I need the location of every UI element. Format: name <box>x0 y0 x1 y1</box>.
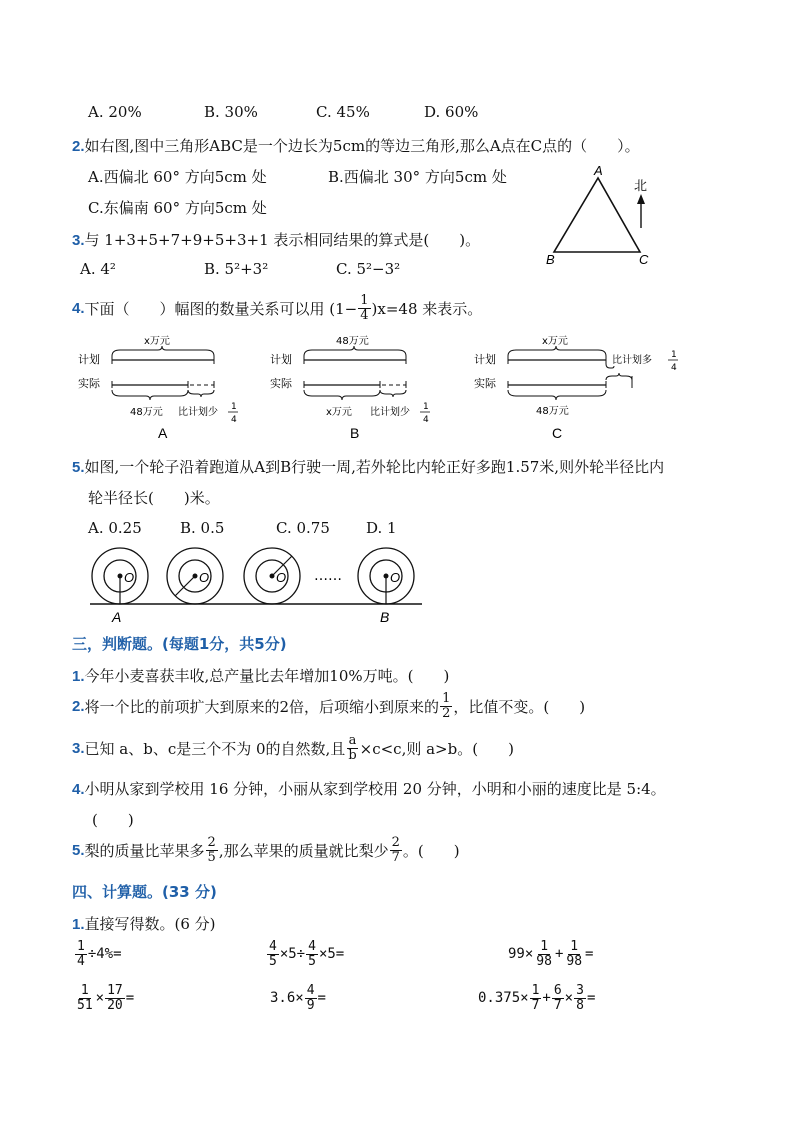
section-3-title: 三，判断题。(每题1分，共5分) <box>72 635 287 653</box>
diagram-a <box>74 330 254 445</box>
bottom-label: 48万元 <box>130 407 163 418</box>
q3-option-a: A. 4² <box>80 260 116 278</box>
q2-option-b: B.西偏北 30° 方向5cm 处 <box>328 168 507 186</box>
calc-1-1: $\frac{1}{4}$ ÷4%= <box>77 939 122 969</box>
svg-text:1: 1 <box>671 350 677 360</box>
question-4 <box>72 294 482 322</box>
calc-1-2: $\frac{4}{5}$ ×5÷ $\frac{4}{5}$ ×5= <box>269 939 345 969</box>
q3-option-b: B. 5²+3² <box>204 260 269 278</box>
point-b-label: B <box>380 609 390 625</box>
q5-option-c: C. 0.75 <box>276 519 330 537</box>
vertex-c-label: C <box>639 252 649 267</box>
diagram-c <box>470 330 690 445</box>
svg-text:4: 4 <box>671 363 677 373</box>
q5-option-b: B. 0.5 <box>180 519 225 537</box>
judge-3: 3. 已知 a、b、c是三个不为 0的自然数,且 $\frac{a}{b}$ ×c<c,则 a>b。( ) <box>72 733 514 763</box>
fraction: $\frac{1}{4}$ <box>360 293 369 323</box>
question-number: 5. <box>72 459 85 476</box>
extra-label: 比计划多 <box>612 355 652 366</box>
question-5 <box>72 456 664 477</box>
question-5-line2: 轮半径长( )米。 <box>88 489 220 507</box>
bottom-label: x万元 <box>326 407 352 418</box>
point-a-label: A <box>112 609 122 625</box>
judge-4: 4.小明从家到学校用 16 分钟，小丽从家到学校用 20 分钟，小明和小丽的速度比是 5:4。 <box>72 780 666 798</box>
triangle-abc <box>554 178 640 252</box>
fraction: $\frac{2}{5}$ <box>207 835 216 865</box>
q1-option-a: A. 20% <box>88 103 142 121</box>
svg-text:4: 4 <box>423 415 429 425</box>
bottom-label: 48万元 <box>536 406 569 417</box>
question-text-pre: 下面（ ）幅图的数量关系可以用 (1− <box>84 299 358 318</box>
q2-option-c: C.东偏南 60° 方向5cm 处 <box>88 199 267 217</box>
question-text: 与 1+3+5+7+9+5+3+1 表示相同结果的算式是( )。 <box>84 231 481 249</box>
ellipsis: …… <box>314 568 342 584</box>
diagram-letter: B <box>350 425 360 441</box>
judge-5: 5. 梨的质量比苹果多 $\frac{2}{5}$ ,那么苹果的质量就比梨少 $\frac{2}{7}$ 。( ) <box>72 835 460 865</box>
diagram-letter: C <box>552 425 563 441</box>
svg-text:1: 1 <box>423 402 429 412</box>
diagram-letter: A <box>158 425 168 441</box>
extra-label: 比计划少 <box>178 407 218 418</box>
q1-option-b: B. 30% <box>204 103 258 121</box>
judge-4-line2: ( ) <box>92 811 134 829</box>
wheels-figure <box>80 540 430 630</box>
vertex-a-label: A <box>594 163 603 178</box>
plan-label: 计划 <box>270 353 292 366</box>
calc-2-3: 0.375× $\frac{1}{7}$ + $\frac{6}{7}$ × $\frac{3}{8}$ = <box>478 983 596 1013</box>
calc-question-1: 1.直接写得数。(6 分) <box>72 915 216 933</box>
q1-option-d: D. 60% <box>424 103 479 121</box>
question-number: 3. <box>72 232 85 249</box>
diagram-b <box>266 330 446 445</box>
top-label: x万元 <box>542 336 568 347</box>
fraction: $\frac{a}{b}$ <box>348 733 357 763</box>
extra-label: 比计划少 <box>370 407 410 418</box>
plan-label: 计划 <box>78 353 100 366</box>
triangle-figure <box>540 160 670 270</box>
plan-label: 计划 <box>474 353 496 366</box>
north-arrow-head <box>637 194 645 204</box>
question-number: 2. <box>72 138 85 155</box>
svg-text:O: O <box>199 570 210 585</box>
question-text-post: )x=48 来表示。 <box>371 299 483 318</box>
top-label: 48万元 <box>336 336 369 347</box>
q2-option-a: A.西偏北 60° 方向5cm 处 <box>88 168 267 186</box>
vertex-b-label: B <box>546 252 555 267</box>
calc-2-1: $\frac{1}{51}$ × $\frac{17}{20}$ = <box>77 983 135 1013</box>
q1-option-c: C. 45% <box>316 103 370 121</box>
question-text: 如图,一个轮子沿着跑道从A到B行驶一周,若外轮比内轮正好多跑1.57米,则外轮半径比内 <box>84 458 665 476</box>
svg-text:O: O <box>276 570 287 585</box>
question-number: 4. <box>72 299 85 317</box>
fraction: $\frac{1}{2}$ <box>442 691 451 721</box>
actual-label: 实际 <box>270 377 292 390</box>
fraction: $\frac{2}{7}$ <box>391 835 400 865</box>
section-4-title: 四、计算题。(33 分) <box>72 883 217 901</box>
q5-option-d: D. 1 <box>366 519 397 537</box>
calc-2-2: 3.6× $\frac{4}{9}$ = <box>270 983 326 1013</box>
top-label: x万元 <box>144 336 170 347</box>
actual-label: 实际 <box>474 377 496 390</box>
q5-option-a: A. 0.25 <box>88 519 142 537</box>
question-text: 如右图,图中三角形ABC是一个边长为5cm的等边三角形,那么A点在C点的（ ）。 <box>84 137 640 155</box>
svg-text:1: 1 <box>231 402 237 412</box>
question-3 <box>72 229 480 250</box>
actual-label: 实际 <box>78 377 100 390</box>
q3-option-c: C. 5²−3² <box>336 260 401 278</box>
svg-text:O: O <box>390 570 401 585</box>
svg-text:O: O <box>124 570 135 585</box>
judge-2: 2. 将一个比的前项扩大到原来的2倍，后项缩小到原来的 $\frac{1}{2}$ ，比值不变。( ) <box>72 691 586 721</box>
judge-1: 1.今年小麦喜获丰收,总产量比去年增加10%万吨。( ) <box>72 667 450 685</box>
calc-1-3: 99× $\frac{1}{98}$ + $\frac{1}{98}$ = <box>508 939 594 969</box>
question-2 <box>72 135 640 156</box>
svg-text:4: 4 <box>231 415 237 425</box>
north-label: 北 <box>634 179 648 194</box>
